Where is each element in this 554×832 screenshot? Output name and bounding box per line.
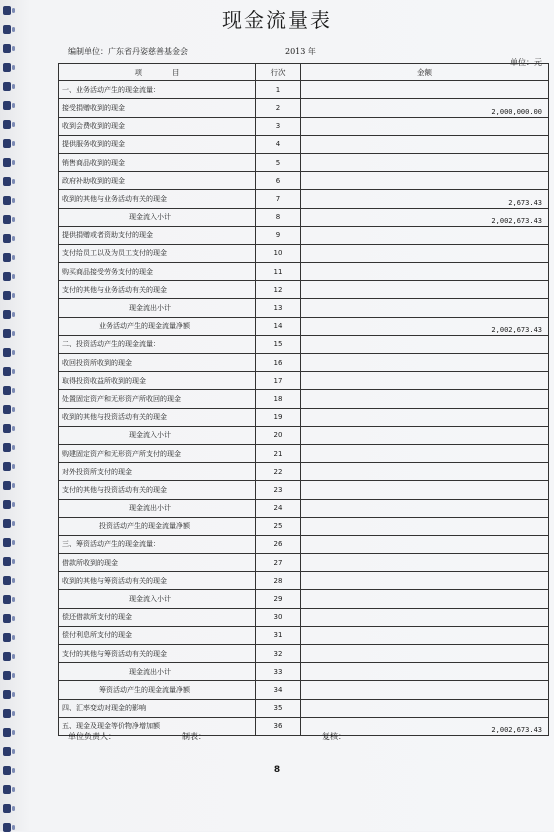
binding-wire (12, 312, 15, 317)
table-row (59, 372, 549, 390)
binding-hole (3, 196, 11, 205)
table-row (59, 354, 549, 372)
binding-hole (3, 234, 11, 243)
row-label: 收回投资所收到的现金 (59, 354, 256, 372)
row-amount (301, 663, 549, 681)
table-row (59, 463, 549, 481)
row-label: 收到的其他与筹资活动有关的现金 (59, 572, 256, 590)
row-line-number: 18 (256, 390, 301, 408)
table-row (59, 699, 549, 717)
row-amount (301, 390, 549, 408)
row-amount: 2,000,000.00 (301, 99, 549, 117)
binding-wire (12, 711, 15, 716)
row-amount (301, 463, 549, 481)
table-row (59, 572, 549, 590)
binding-hole (3, 82, 11, 91)
table-row (59, 663, 549, 681)
row-line-number: 29 (256, 590, 301, 608)
row-amount (301, 645, 549, 663)
row-line-number: 10 (256, 244, 301, 262)
binding-hole (3, 500, 11, 509)
row-label: 四、汇率变动对现金的影响 (59, 699, 256, 717)
row-label: 偿还借款所支付的现金 (59, 608, 256, 626)
row-line-number: 16 (256, 354, 301, 372)
binding-hole (3, 804, 11, 813)
row-amount (301, 244, 549, 262)
row-amount (301, 354, 549, 372)
binding-hole (3, 728, 11, 737)
row-line-number: 14 (256, 317, 301, 335)
binding-wire (12, 578, 15, 583)
table-row (59, 444, 549, 462)
binding-hole (3, 215, 11, 224)
spiral-binding (0, 0, 22, 831)
row-line-number: 15 (256, 335, 301, 353)
binding-hole (3, 595, 11, 604)
row-label: 支付的其他与业务活动有关的现金 (59, 281, 256, 299)
table-row (59, 226, 549, 244)
row-line-number: 26 (256, 535, 301, 553)
page-number: 8 (273, 765, 281, 775)
table-header-row (59, 64, 549, 81)
binding-hole (3, 747, 11, 756)
row-line-number: 34 (256, 681, 301, 699)
table-row (59, 626, 549, 644)
binding-hole (3, 785, 11, 794)
binding-hole (3, 424, 11, 433)
row-label: 收到会费收到的现金 (59, 117, 256, 135)
report-year: 2013 年 (285, 47, 316, 56)
reviewer-label: 复核： (322, 732, 346, 741)
binding-wire (12, 331, 15, 336)
binding-hole (3, 310, 11, 319)
binding-wire (12, 692, 15, 697)
row-amount (301, 444, 549, 462)
table-row (59, 645, 549, 663)
binding-hole (3, 443, 11, 452)
binding-hole (3, 139, 11, 148)
row-label: 支付的其他与投资活动有关的现金 (59, 481, 256, 499)
row-line-number: 12 (256, 281, 301, 299)
table-row (59, 426, 549, 444)
table-row (59, 153, 549, 171)
row-line-number: 11 (256, 263, 301, 281)
table-row (59, 408, 549, 426)
binding-hole (3, 367, 11, 376)
binding-hole (3, 614, 11, 623)
table-row (59, 117, 549, 135)
row-amount: 2,002,673.43 (301, 317, 549, 335)
table-row (59, 263, 549, 281)
row-line-number: 1 (256, 81, 301, 99)
table-row (59, 99, 549, 117)
row-label: 借款所收到的现金 (59, 554, 256, 572)
row-label: 筹资活动产生的现金流量净额 (59, 681, 256, 699)
row-line-number: 31 (256, 626, 301, 644)
row-line-number: 8 (256, 208, 301, 226)
row-amount (301, 608, 549, 626)
binding-wire (12, 673, 15, 678)
row-label: 提供服务收到的现金 (59, 135, 256, 153)
row-label: 处置固定资产和无形资产所收回的现金 (59, 390, 256, 408)
binding-wire (12, 464, 15, 469)
row-amount (301, 153, 549, 171)
table-row (59, 390, 549, 408)
row-amount (301, 535, 549, 553)
responsible-person-label: 单位负责人： (68, 732, 116, 741)
row-label: 收到的其他与投资活动有关的现金 (59, 408, 256, 426)
row-label: 三、筹资活动产生的现金流量： (59, 535, 256, 553)
row-line-number: 3 (256, 117, 301, 135)
row-label: 现金流出小计 (59, 663, 256, 681)
row-line-number: 7 (256, 190, 301, 208)
table-row (59, 335, 549, 353)
table-row (59, 190, 549, 208)
row-amount (301, 554, 549, 572)
row-amount (301, 263, 549, 281)
table-row (59, 281, 549, 299)
table-row (59, 135, 549, 153)
row-line-number: 9 (256, 226, 301, 244)
binding-hole (3, 709, 11, 718)
row-amount (301, 572, 549, 590)
header-line-number: 行次 (256, 64, 301, 81)
row-label: 现金流入小计 (59, 426, 256, 444)
row-line-number: 36 (256, 717, 301, 735)
row-amount: 2,673.43 (301, 190, 549, 208)
row-label: 现金流入小计 (59, 208, 256, 226)
binding-wire (12, 787, 15, 792)
row-line-number: 27 (256, 554, 301, 572)
row-label: 收到的其他与业务活动有关的现金 (59, 190, 256, 208)
row-line-number: 21 (256, 444, 301, 462)
binding-wire (12, 597, 15, 602)
row-label: 政府补助收到的现金 (59, 172, 256, 190)
row-label: 支付给员工以及为员工支付的现金 (59, 244, 256, 262)
binding-wire (12, 806, 15, 811)
row-amount (301, 335, 549, 353)
header-amount: 金额 (301, 64, 549, 81)
table-row (59, 517, 549, 535)
binding-wire (12, 103, 15, 108)
binding-hole (3, 538, 11, 547)
row-label: 五、现金及现金等价物净增加额 (59, 717, 256, 735)
binding-hole (3, 272, 11, 281)
row-label: 投资活动产生的现金流量净额 (59, 517, 256, 535)
row-amount (301, 408, 549, 426)
table-row (59, 681, 549, 699)
binding-hole (3, 519, 11, 528)
binding-wire (12, 217, 15, 222)
row-line-number: 19 (256, 408, 301, 426)
table-row (59, 499, 549, 517)
table-row (59, 554, 549, 572)
row-label: 对外投资所支付的现金 (59, 463, 256, 481)
binding-wire (12, 255, 15, 260)
binding-hole (3, 405, 11, 414)
binding-wire (12, 274, 15, 279)
row-line-number: 17 (256, 372, 301, 390)
row-label: 业务活动产生的现金流量净额 (59, 317, 256, 335)
binding-wire (12, 369, 15, 374)
row-amount (301, 81, 549, 99)
row-line-number: 6 (256, 172, 301, 190)
binding-wire (12, 388, 15, 393)
binding-hole (3, 481, 11, 490)
row-line-number: 24 (256, 499, 301, 517)
binding-wire (12, 350, 15, 355)
table-row (59, 590, 549, 608)
row-label: 偿付利息所支付的现金 (59, 626, 256, 644)
row-amount (301, 681, 549, 699)
binding-wire (12, 407, 15, 412)
binding-wire (12, 749, 15, 754)
header-item: 项 目 (59, 64, 256, 81)
row-label: 销售商品收到的现金 (59, 153, 256, 171)
table-row (59, 608, 549, 626)
table-row (59, 244, 549, 262)
row-line-number: 25 (256, 517, 301, 535)
row-line-number: 13 (256, 299, 301, 317)
row-line-number: 22 (256, 463, 301, 481)
preparer-label: 制表： (182, 732, 206, 741)
binding-wire (12, 293, 15, 298)
binding-wire (12, 426, 15, 431)
row-amount: 2,002,673.43 (301, 717, 549, 735)
row-label: 接受捐赠收到的现金 (59, 99, 256, 117)
row-line-number: 5 (256, 153, 301, 171)
row-label: 现金流出小计 (59, 499, 256, 517)
binding-hole (3, 120, 11, 129)
binding-hole (3, 348, 11, 357)
binding-wire (12, 502, 15, 507)
binding-hole (3, 576, 11, 585)
table-row (59, 535, 549, 553)
row-amount (301, 499, 549, 517)
binding-wire (12, 122, 15, 127)
binding-wire (12, 236, 15, 241)
row-label: 现金流出小计 (59, 299, 256, 317)
row-label: 取得投资收益所收到的现金 (59, 372, 256, 390)
row-line-number: 33 (256, 663, 301, 681)
preparing-organization: 编制单位：广东省丹姿慈善基金会 (68, 47, 188, 56)
table-row (59, 81, 549, 99)
binding-wire (12, 654, 15, 659)
binding-wire (12, 179, 15, 184)
binding-wire (12, 616, 15, 621)
row-line-number: 30 (256, 608, 301, 626)
binding-wire (12, 635, 15, 640)
table-row (59, 717, 549, 735)
binding-wire (12, 730, 15, 735)
row-line-number: 20 (256, 426, 301, 444)
row-amount (301, 372, 549, 390)
binding-hole (3, 253, 11, 262)
row-line-number: 28 (256, 572, 301, 590)
binding-hole (3, 462, 11, 471)
row-label: 支付的其他与筹资活动有关的现金 (59, 645, 256, 663)
row-amount (301, 426, 549, 444)
binding-hole (3, 329, 11, 338)
row-amount (301, 517, 549, 535)
binding-wire (12, 198, 15, 203)
table-row (59, 172, 549, 190)
row-amount (301, 226, 549, 244)
row-line-number: 2 (256, 99, 301, 117)
binding-hole (3, 557, 11, 566)
cash-flow-table (58, 63, 549, 736)
row-amount (301, 172, 549, 190)
table-row (59, 481, 549, 499)
binding-wire (12, 825, 15, 830)
row-amount (301, 117, 549, 135)
binding-hole (3, 44, 11, 53)
row-amount (301, 590, 549, 608)
row-line-number: 35 (256, 699, 301, 717)
binding-wire (12, 65, 15, 70)
binding-wire (12, 521, 15, 526)
table-row (59, 299, 549, 317)
row-label: 二、投资活动产生的现金流量： (59, 335, 256, 353)
binding-hole (3, 158, 11, 167)
row-amount (301, 481, 549, 499)
row-amount (301, 626, 549, 644)
binding-wire (12, 445, 15, 450)
binding-hole (3, 690, 11, 699)
row-line-number: 32 (256, 645, 301, 663)
row-label: 购建固定资产和无形资产所支付的现金 (59, 444, 256, 462)
binding-wire (12, 160, 15, 165)
binding-hole (3, 101, 11, 110)
binding-wire (12, 141, 15, 146)
binding-wire (12, 84, 15, 89)
binding-wire (12, 46, 15, 51)
row-label: 一、业务活动产生的现金流量： (59, 81, 256, 99)
row-label: 购买商品接受劳务支付的现金 (59, 263, 256, 281)
row-label: 现金流入小计 (59, 590, 256, 608)
binding-hole (3, 671, 11, 680)
binding-hole (3, 177, 11, 186)
binding-wire (12, 559, 15, 564)
row-label: 提供捐赠或者资助支付的现金 (59, 226, 256, 244)
binding-hole (3, 63, 11, 72)
binding-wire (12, 483, 15, 488)
row-amount (301, 135, 549, 153)
page-title: 现金流量表 (222, 8, 332, 32)
binding-hole (3, 386, 11, 395)
table-row (59, 317, 549, 335)
binding-wire (12, 540, 15, 545)
binding-hole (3, 652, 11, 661)
row-amount (301, 281, 549, 299)
table-row (59, 208, 549, 226)
binding-hole (3, 291, 11, 300)
row-line-number: 23 (256, 481, 301, 499)
row-amount: 2,002,673.43 (301, 208, 549, 226)
currency-unit: 单位：元 (510, 58, 542, 67)
binding-hole (3, 633, 11, 642)
row-line-number: 4 (256, 135, 301, 153)
row-amount (301, 299, 549, 317)
row-amount (301, 699, 549, 717)
